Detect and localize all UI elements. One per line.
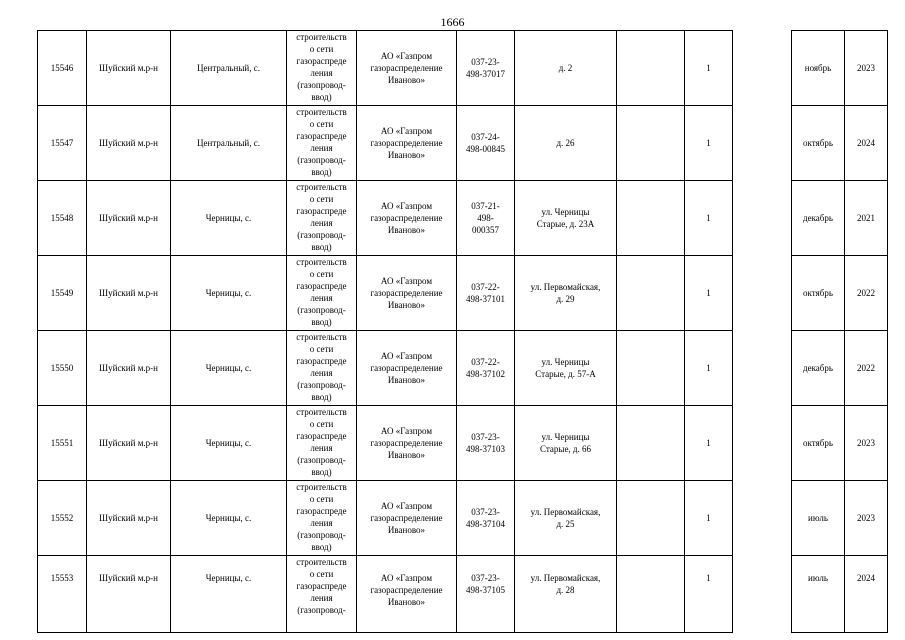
year-cell: 2022 <box>845 256 888 331</box>
empty-cell <box>617 256 685 331</box>
table-row <box>38 331 888 406</box>
district-cell: Шуйский м.р-н <box>87 406 171 481</box>
row-number-cell: 15550 <box>38 331 87 406</box>
quantity-cell: 1 <box>685 556 733 633</box>
empty-cell <box>617 331 685 406</box>
gap-cell <box>733 181 792 256</box>
registry-table <box>37 30 888 633</box>
table-row <box>38 256 888 331</box>
address-cell: ул. Первомайская, д. 25 <box>515 481 617 556</box>
organization-cell: АО «Газпром газораспределение Иваново» <box>357 481 457 556</box>
table-row <box>38 556 888 633</box>
table-row <box>38 106 888 181</box>
empty-cell <box>617 31 685 106</box>
year-cell: 2021 <box>845 181 888 256</box>
address-cell: ул. Первомайская, д. 29 <box>515 256 617 331</box>
address-cell: ул. Черницы Старые, д. 57-А <box>515 331 617 406</box>
organization-cell: АО «Газпром газораспределение Иваново» <box>357 181 457 256</box>
quantity-cell: 1 <box>685 31 733 106</box>
month-cell: октябрь <box>792 406 845 481</box>
row-number-cell: 15547 <box>38 106 87 181</box>
row-number-cell: 15552 <box>38 481 87 556</box>
application-code-cell: 037-22- 498-37102 <box>457 331 515 406</box>
row-number-cell: 15553 <box>38 556 87 633</box>
quantity-cell: 1 <box>685 406 733 481</box>
district-cell: Шуйский м.р-н <box>87 556 171 633</box>
organization-cell: АО «Газпром газораспределение Иваново» <box>357 106 457 181</box>
purpose-cell: строительств о сети газораспреде ления (газопровод- ввод) <box>287 406 357 481</box>
quantity-cell: 1 <box>685 331 733 406</box>
district-cell: Шуйский м.р-н <box>87 106 171 181</box>
gap-cell <box>733 331 792 406</box>
row-number-cell: 15546 <box>38 31 87 106</box>
quantity-cell: 1 <box>685 481 733 556</box>
quantity-cell: 1 <box>685 106 733 181</box>
page-number: 1666 <box>440 15 465 29</box>
year-cell: 2024 <box>845 556 888 633</box>
month-cell: декабрь <box>792 331 845 406</box>
gap-cell <box>733 31 792 106</box>
address-cell: ул. Черницы Старые, д. 23А <box>515 181 617 256</box>
month-cell: июль <box>792 481 845 556</box>
gap-cell <box>733 481 792 556</box>
purpose-cell: строительств о сети газораспреде ления (газопровод- ввод) <box>287 481 357 556</box>
application-code-cell: 037-22- 498-37101 <box>457 256 515 331</box>
locality-cell: Черницы, с. <box>171 481 287 556</box>
month-cell: октябрь <box>792 256 845 331</box>
quantity-cell: 1 <box>685 256 733 331</box>
row-number-cell: 15551 <box>38 406 87 481</box>
gap-cell <box>733 106 792 181</box>
application-code-cell: 037-24- 498-00845 <box>457 106 515 181</box>
table-row <box>38 181 888 256</box>
empty-cell <box>617 181 685 256</box>
application-code-cell: 037-23- 498-37104 <box>457 481 515 556</box>
organization-cell: АО «Газпром газораспределение Иваново» <box>357 556 457 633</box>
row-number-cell: 15549 <box>38 256 87 331</box>
locality-cell: Черницы, с. <box>171 406 287 481</box>
application-code-cell: 037-21- 498- 000357 <box>457 181 515 256</box>
gap-cell <box>733 406 792 481</box>
organization-cell: АО «Газпром газораспределение Иваново» <box>357 406 457 481</box>
purpose-cell: строительств о сети газораспреде ления (газопровод- ввод) <box>287 256 357 331</box>
organization-cell: АО «Газпром газораспределение Иваново» <box>357 31 457 106</box>
locality-cell: Черницы, с. <box>171 181 287 256</box>
locality-cell: Черницы, с. <box>171 331 287 406</box>
empty-cell <box>617 481 685 556</box>
purpose-cell: строительств о сети газораспреде ления (газопровод- ввод) <box>287 181 357 256</box>
locality-cell: Черницы, с. <box>171 256 287 331</box>
district-cell: Шуйский м.р-н <box>87 481 171 556</box>
year-cell: 2023 <box>845 481 888 556</box>
gap-cell <box>733 556 792 633</box>
district-cell: Шуйский м.р-н <box>87 256 171 331</box>
locality-cell: Черницы, с. <box>171 556 287 633</box>
year-cell: 2023 <box>845 31 888 106</box>
address-cell: д. 26 <box>515 106 617 181</box>
application-code-cell: 037-23- 498-37103 <box>457 406 515 481</box>
district-cell: Шуйский м.р-н <box>87 181 171 256</box>
locality-cell: Центральный, с. <box>171 31 287 106</box>
organization-cell: АО «Газпром газораспределение Иваново» <box>357 256 457 331</box>
empty-cell <box>617 106 685 181</box>
address-cell: ул. Первомайская, д. 28 <box>515 556 617 633</box>
purpose-cell: строительств о сети газораспреде ления (газопровод- ввод) <box>287 331 357 406</box>
month-cell: ноябрь <box>792 31 845 106</box>
quantity-cell: 1 <box>685 181 733 256</box>
year-cell: 2023 <box>845 406 888 481</box>
address-cell: д. 2 <box>515 31 617 106</box>
empty-cell <box>617 556 685 633</box>
empty-cell <box>617 406 685 481</box>
address-cell: ул. Черницы Старые, д. 66 <box>515 406 617 481</box>
table-row <box>38 406 888 481</box>
application-code-cell: 037-23- 498-37017 <box>457 31 515 106</box>
month-cell: декабрь <box>792 181 845 256</box>
row-number-cell: 15548 <box>38 181 87 256</box>
organization-cell: АО «Газпром газораспределение Иваново» <box>357 331 457 406</box>
application-code-cell: 037-23- 498-37105 <box>457 556 515 633</box>
locality-cell: Центральный, с. <box>171 106 287 181</box>
month-cell: июль <box>792 556 845 633</box>
year-cell: 2024 <box>845 106 888 181</box>
purpose-cell: строительств о сети газораспреде ления (газопровод- ввод) <box>287 106 357 181</box>
gap-cell <box>733 256 792 331</box>
district-cell: Шуйский м.р-н <box>87 31 171 106</box>
purpose-cell: строительств о сети газораспреде ления (газопровод- ввод) <box>287 31 357 106</box>
purpose-cell: строительств о сети газораспреде ления (газопровод- <box>287 556 357 633</box>
table-row <box>38 481 888 556</box>
year-cell: 2022 <box>845 331 888 406</box>
month-cell: октябрь <box>792 106 845 181</box>
table-row <box>38 31 888 106</box>
district-cell: Шуйский м.р-н <box>87 331 171 406</box>
